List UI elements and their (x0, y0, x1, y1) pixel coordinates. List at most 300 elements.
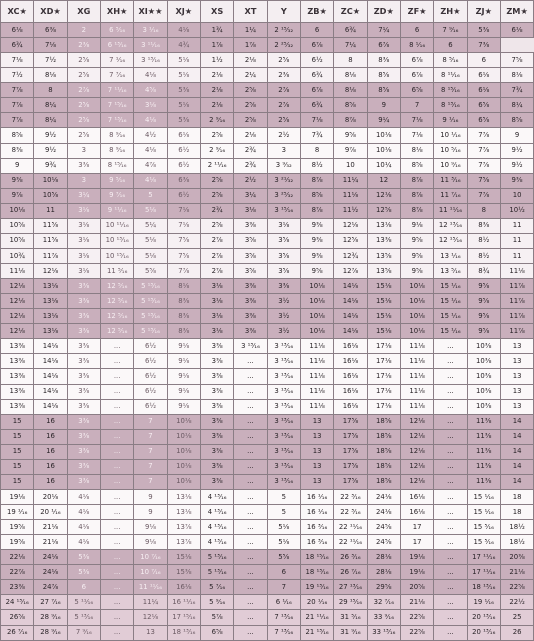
table-cell: ... (234, 580, 267, 595)
table-cell: 9 (134, 489, 167, 504)
table-cell: 19⅛ (400, 565, 433, 580)
table-cell: 6 (67, 580, 100, 595)
table-cell: 7 (134, 459, 167, 474)
table-cell: 16 (34, 444, 67, 459)
table-cell: 17⅝ (334, 459, 367, 474)
table-cell: 13⅜ (1, 354, 34, 369)
table-cell: 10⅛ (167, 429, 200, 444)
table-cell: 8 ¹¹⁄₁₆ (434, 68, 467, 83)
table-cell: 13 (300, 459, 333, 474)
table-cell: 5 ¹³⁄₁₆ (134, 309, 167, 324)
table-cell: 9 (367, 98, 400, 113)
table-cell: 3⅜ (67, 354, 100, 369)
table-row (1, 354, 534, 369)
table-cell: 9 (1, 158, 34, 173)
table-cell: 7 ¹³⁄₁₆ (100, 113, 133, 128)
table-cell: 6 (467, 53, 500, 68)
table-cell: 8⅜ (367, 53, 400, 68)
table-cell: 5 ¹³⁄₁₆ (134, 324, 167, 339)
table-cell: 13 (500, 354, 533, 369)
table-cell: 7⅞ (1, 113, 34, 128)
table-row (1, 38, 534, 53)
table-cell: 9⅛ (134, 520, 167, 535)
table-cell: 7¾ (500, 83, 533, 98)
table-cell: 2 ¹¹⁄₁₆ (200, 158, 233, 173)
table-cell: 11 (500, 248, 533, 263)
table-cell: 1⅞ (200, 38, 233, 53)
table-cell: 18½ (500, 535, 533, 550)
table-cell: 6⅞ (400, 68, 433, 83)
table-cell: 22⅝ (500, 580, 533, 595)
table-cell: 26 ³⁄₁₆ (334, 550, 367, 565)
column-header: XJ★ (167, 1, 200, 23)
table-cell: 22 ³⁄₁₆ (334, 505, 367, 520)
table-cell: 9⅛ (167, 399, 200, 414)
table-cell: 8 ⁵⁄₁₆ (434, 53, 467, 68)
table-cell: 20⅝ (400, 580, 433, 595)
table-cell: 8½ (467, 233, 500, 248)
table-cell: 8⅝ (367, 68, 400, 83)
table-cell: 7⅛ (1, 53, 34, 68)
table-cell: 4⅞ (134, 158, 167, 173)
table-cell: 10⅜ (467, 339, 500, 354)
table-cell: 12 ⁵⁄₁₆ (100, 309, 133, 324)
table-cell: 31 ⁹⁄₁₆ (334, 625, 367, 640)
table-cell: 6 (300, 23, 333, 38)
table-cell: 9 ¹¹⁄₁₆ (100, 203, 133, 218)
table-cell: 3⅛ (67, 264, 100, 279)
table-cell: 3 ¹⁄₁₆ (134, 23, 167, 38)
table-cell: 6⅞ (400, 53, 433, 68)
table-cell: 20⅜ (500, 550, 533, 565)
table-cell: 7½ (34, 53, 67, 68)
table-cell: 3⅛ (267, 218, 300, 233)
table-cell: ... (234, 369, 267, 384)
table-cell: 22 ¹¹⁄₁₆ (334, 520, 367, 535)
table-cell: 3⅛ (200, 324, 233, 339)
table-cell: 10⅛ (167, 414, 200, 429)
table-cell: 11⅛ (400, 384, 433, 399)
table-cell: 10⅛ (400, 294, 433, 309)
table-cell: 2⅝ (234, 83, 267, 98)
table-cell: 12⅛ (1, 279, 34, 294)
table-cell: 7¼ (334, 38, 367, 53)
table-cell: 13⅛ (167, 489, 200, 504)
table-cell: 14⅛ (334, 324, 367, 339)
table-cell: 3⅝ (267, 264, 300, 279)
table-cell: 6½ (134, 384, 167, 399)
table-cell: 12 ¹⁵⁄₁₆ (434, 233, 467, 248)
table-cell: 8¼ (34, 113, 67, 128)
table-cell: 8 (300, 143, 333, 158)
table-cell: 4⅝ (134, 83, 167, 98)
table-cell: 11⅛ (300, 384, 333, 399)
table-cell: 6 ⁵⁄₁₆ (100, 23, 133, 38)
table-cell: 12⅛ (34, 264, 67, 279)
table-cell: 26 ⁷⁄₁₆ (334, 565, 367, 580)
table-row (1, 489, 534, 504)
table-cell: 6⅝ (467, 113, 500, 128)
table-cell: 3⅜ (67, 474, 100, 489)
table-cell: 4¾ (167, 38, 200, 53)
table-body (1, 23, 534, 641)
table-cell: 3 ¹³⁄₁₆ (234, 339, 267, 354)
table-row (1, 399, 534, 414)
table-cell: 24⅞ (34, 580, 67, 595)
table-cell: 3 ¹³⁄₁₆ (267, 369, 300, 384)
table-cell: 2⅝ (67, 68, 100, 83)
table-cell: 22⅞ (1, 565, 34, 580)
table-cell: ... (234, 520, 267, 535)
table-cell: 11⅞ (500, 324, 533, 339)
table-cell: 22⅝ (400, 625, 433, 640)
table-cell: 4⅛ (167, 23, 200, 38)
table-cell: 20 ¹³⁄₁₆ (467, 610, 500, 625)
table-cell: 4⅛ (134, 143, 167, 158)
table-cell: 13 (500, 339, 533, 354)
table-cell: 21 ¹³⁄₁₆ (300, 625, 333, 640)
table-cell: 8 ¹⁵⁄₁₆ (434, 83, 467, 98)
table-cell: ... (234, 489, 267, 504)
table-cell: 18⅝ (367, 414, 400, 429)
table-cell: 9⅜ (300, 218, 333, 233)
table-cell: 9½ (34, 143, 67, 158)
table-cell: 8 ¹⁄₁₆ (400, 38, 433, 53)
table-cell: 12⅞ (334, 264, 367, 279)
table-cell: 5⅛ (167, 53, 200, 68)
table-cell: 5⅝ (134, 264, 167, 279)
column-header: XH★ (100, 1, 133, 23)
table-cell: 7⅞ (467, 143, 500, 158)
table-cell: 9⅜ (300, 233, 333, 248)
column-header: XS (200, 1, 233, 23)
table-cell: 10½ (500, 203, 533, 218)
table-cell: 20⅛ (34, 489, 67, 504)
table-cell: 12⅛ (400, 429, 433, 444)
table-cell: 4 ¹³⁄₁₆ (200, 505, 233, 520)
table-cell: 10¾ (1, 248, 34, 263)
table-cell: 7 ⁹⁄₁₆ (434, 23, 467, 38)
table-cell: 16⅛ (334, 399, 367, 414)
table-cell: 17⅛ (367, 339, 400, 354)
table-cell: ... (100, 535, 133, 550)
table-cell: 3⅜ (200, 384, 233, 399)
table-cell: 12⅛ (400, 414, 433, 429)
table-cell: ... (100, 505, 133, 520)
table-cell: 10⅛ (367, 143, 400, 158)
table-cell: 2¾ (234, 158, 267, 173)
table-cell: 8⅜ (167, 294, 200, 309)
table-cell: ... (434, 414, 467, 429)
table-row (1, 474, 534, 489)
table-cell: 2⅞ (267, 98, 300, 113)
table-cell: 6⅛ (167, 128, 200, 143)
table-cell: 17⅛ (367, 384, 400, 399)
table-cell: 3⅜ (67, 399, 100, 414)
table-cell: 11⅞ (500, 294, 533, 309)
table-cell: 13⅜ (1, 339, 34, 354)
table-cell: 9½ (500, 143, 533, 158)
table-row (1, 233, 534, 248)
table-cell: 13 (300, 429, 333, 444)
table-row (1, 53, 534, 68)
table-cell: 2⅞ (67, 83, 100, 98)
table-cell: 3⅜ (67, 429, 100, 444)
table-cell: 10⅝ (1, 218, 34, 233)
table-cell: 7 ¹⁵⁄₁₆ (100, 98, 133, 113)
table-cell: 13⅝ (367, 264, 400, 279)
table-cell: 26 (500, 625, 533, 640)
table-cell: ... (100, 369, 133, 384)
table-row (1, 294, 534, 309)
table-cell: 11⅝ (34, 218, 67, 233)
table-cell: ... (434, 444, 467, 459)
table-cell: ... (434, 595, 467, 610)
table-cell: 17⅝ (334, 444, 367, 459)
table-cell: 3 (267, 143, 300, 158)
table-cell: 12¾ (334, 248, 367, 263)
table-cell: 6 (267, 565, 300, 580)
table-cell: 2⅝ (234, 98, 267, 113)
table-cell: 18⅝ (367, 459, 400, 474)
table-cell: 13 (134, 625, 167, 640)
table-cell: 3 ¹³⁄₁₆ (267, 354, 300, 369)
column-header: XI★★ (134, 1, 167, 23)
table-cell: 10 ⁷⁄₁₆ (134, 550, 167, 565)
table-cell: 15 ¹⁄₁₆ (434, 309, 467, 324)
table-cell: 8⅝ (1, 128, 34, 143)
table-cell: 3⅛ (200, 294, 233, 309)
table-cell: 9⅜ (500, 173, 533, 188)
table-cell: 11⅜ (467, 444, 500, 459)
table-cell: 16⅛ (334, 339, 367, 354)
table-cell: 7⅝ (167, 248, 200, 263)
table-row (1, 459, 534, 474)
table-cell: 7 ¹³⁄₁₆ (267, 625, 300, 640)
table-cell: 19⅛ (400, 550, 433, 565)
table-cell: 14⅛ (34, 339, 67, 354)
table-cell: 3 ¹³⁄₁₆ (267, 459, 300, 474)
table-cell: 6 ¹⁄₁₆ (267, 595, 300, 610)
table-cell: 7 ¹³⁄₁₆ (267, 610, 300, 625)
table-cell: 4 ¹³⁄₁₆ (200, 520, 233, 535)
table-cell: 21⅛ (400, 595, 433, 610)
table-cell: 2⅜ (67, 38, 100, 53)
table-cell: 15 ¹⁄₁₆ (467, 505, 500, 520)
table-cell: 22½ (500, 595, 533, 610)
table-cell: 14⅛ (334, 309, 367, 324)
table-cell: 19⅛ (1, 489, 34, 504)
table-cell: 8⅝ (334, 98, 367, 113)
table-row (1, 98, 534, 113)
table-cell: 13 (500, 384, 533, 399)
table-cell: 2⅞ (200, 264, 233, 279)
table-cell: 14⅛ (34, 369, 67, 384)
table-cell: 16 (34, 474, 67, 489)
table-cell: 3 ²⁵⁄₃₂ (267, 188, 300, 203)
table-cell: 3⅝ (267, 233, 300, 248)
table-cell: 3⅝ (234, 264, 267, 279)
table-cell: 17 ¹⁵⁄₁₆ (167, 610, 200, 625)
table-cell: 8 (34, 83, 67, 98)
table-cell: 10⅜ (467, 369, 500, 384)
column-header: ZB★ (300, 1, 333, 23)
table-cell: 13⅛ (34, 279, 67, 294)
table-row (1, 580, 534, 595)
table-cell: 9⅝ (467, 294, 500, 309)
table-cell: 3⅜ (200, 414, 233, 429)
table-cell: 13⅛ (167, 505, 200, 520)
table-cell: 10⅛ (400, 309, 433, 324)
table-cell: 7⅞ (467, 158, 500, 173)
table-cell: 10⅛ (1, 203, 34, 218)
table-cell: ... (234, 474, 267, 489)
table-cell: 3 (67, 173, 100, 188)
table-cell: 12⅝ (367, 203, 400, 218)
column-header: Y (267, 1, 300, 23)
table-cell: 3¼ (234, 188, 267, 203)
table-cell: 10⅛ (300, 294, 333, 309)
table-cell: 5⅜ (167, 113, 200, 128)
table-cell: 7 (134, 429, 167, 444)
table-cell: 5⅜ (167, 83, 200, 98)
table-cell: ... (100, 444, 133, 459)
table-cell: 11⅜ (467, 429, 500, 444)
table-cell: 2 ⁹⁄₁₆ (200, 113, 233, 128)
table-cell: 9 ¹⁄₁₆ (434, 113, 467, 128)
table-cell: 4⅛ (67, 535, 100, 550)
table-cell: 5⅛ (134, 248, 167, 263)
table-cell: 9⅛ (167, 354, 200, 369)
table-cell: 11⅞ (34, 248, 67, 263)
table-cell: 9¾ (34, 158, 67, 173)
table-cell: 17⅝ (334, 429, 367, 444)
table-cell: 17⅛ (367, 354, 400, 369)
table-cell: 5 ¹¹⁄₁₆ (67, 595, 100, 610)
table-cell: 3¼ (67, 188, 100, 203)
table-cell: 11⅛ (300, 399, 333, 414)
table-cell: 2⅝ (267, 113, 300, 128)
table-cell: 11⅝ (34, 233, 67, 248)
table-cell: 12 (367, 173, 400, 188)
table-cell: 2⅝ (267, 53, 300, 68)
table-cell: 12⅛ (367, 188, 400, 203)
table-cell: 6⅞ (300, 83, 333, 98)
table-cell: 15⅛ (167, 550, 200, 565)
table-cell: 16 (34, 429, 67, 444)
table-cell: 15⅛ (367, 309, 400, 324)
table-cell: 9 (500, 128, 533, 143)
table-cell: 6⅛ (1, 23, 34, 38)
table-cell: 13⅜ (1, 384, 34, 399)
table-row (1, 309, 534, 324)
table-cell: 11⅛ (400, 399, 433, 414)
table-cell: 3⅜ (200, 369, 233, 384)
table-row (1, 414, 534, 429)
table-cell: 2⅝ (67, 128, 100, 143)
table-cell: ... (100, 565, 133, 580)
table-cell: 9⅝ (400, 248, 433, 263)
table-cell: 12 ⁵⁄₁₆ (100, 279, 133, 294)
table-cell: 33 ⁹⁄₁₆ (367, 610, 400, 625)
table-cell: 13 (300, 474, 333, 489)
table-cell: 6⅛ (467, 68, 500, 83)
table-cell: 15 (1, 429, 34, 444)
table-cell: 2⅞ (200, 233, 233, 248)
table-cell: 13 ¹⁄₁₆ (434, 248, 467, 263)
table-cell: 7 (134, 474, 167, 489)
table-cell: 5 ¹³⁄₁₆ (67, 610, 100, 625)
table-cell: 3 ¹³⁄₁₆ (267, 414, 300, 429)
table-cell: ... (100, 399, 133, 414)
table-cell: 8⅞ (400, 188, 433, 203)
table-cell: 6⅝ (200, 625, 233, 640)
table-cell: ... (100, 610, 133, 625)
table-cell: 2⅝ (200, 173, 233, 188)
table-cell: 11 (500, 233, 533, 248)
table-cell: ... (234, 384, 267, 399)
table-cell: 18⅝ (367, 429, 400, 444)
table-cell: 28 ⁹⁄₁₆ (34, 625, 67, 640)
table-cell: 10 ⁷⁄₁₆ (134, 565, 167, 580)
table-cell: 8⅞ (300, 203, 333, 218)
table-cell: ... (100, 595, 133, 610)
table-cell: 15 ¹⁄₁₆ (434, 324, 467, 339)
table-cell: ... (434, 429, 467, 444)
table-cell: 10⅛ (400, 279, 433, 294)
table-cell: ... (434, 459, 467, 474)
table-cell: 3 ¹³⁄₁₆ (267, 339, 300, 354)
table-cell: 14 (500, 414, 533, 429)
table-row (1, 550, 534, 565)
table-cell: 2⅝ (200, 218, 233, 233)
table-cell: ... (434, 474, 467, 489)
table-cell: 3⅜ (67, 414, 100, 429)
table-cell: 10⅝ (1, 233, 34, 248)
table-cell: 2⅝ (67, 53, 100, 68)
table-cell: 7 ⁷⁄₁₆ (100, 68, 133, 83)
table-cell: 18 ¹³⁄₁₆ (467, 580, 500, 595)
table-cell: 7⅛ (34, 38, 67, 53)
table-cell: 5 (267, 489, 300, 504)
table-cell: 11¼ (334, 173, 367, 188)
table-cell: ... (434, 384, 467, 399)
table-cell: 4⅛ (134, 68, 167, 83)
table-cell: 11 (34, 203, 67, 218)
table-cell: 7⅝ (467, 173, 500, 188)
table-cell: 12⅛ (334, 218, 367, 233)
table-cell: 13 (300, 414, 333, 429)
table-cell: 14 (500, 459, 533, 474)
table-cell: 6½ (134, 399, 167, 414)
table-cell: 7⅛ (167, 203, 200, 218)
table-cell: ... (434, 535, 467, 550)
table-cell: 3⅝ (267, 248, 300, 263)
table-cell: 7¼ (367, 23, 400, 38)
table-cell: 12⅛ (134, 610, 167, 625)
table-cell: 22 ¹¹⁄₁₆ (334, 535, 367, 550)
table-cell: 7 ¹¹⁄₁₆ (100, 83, 133, 98)
table-cell: 16 ¹⁄₁₆ (300, 505, 333, 520)
table-cell: 2⅛ (200, 83, 233, 98)
table-cell: 15 (1, 474, 34, 489)
table-cell: 11⅛ (400, 339, 433, 354)
table-cell: 3 ⁹⁄₃₂ (267, 158, 300, 173)
table-cell: 8⅞ (400, 173, 433, 188)
table-cell: 3⅛ (67, 248, 100, 263)
table-cell: 5⅝ (267, 550, 300, 565)
table-cell: ... (434, 580, 467, 595)
